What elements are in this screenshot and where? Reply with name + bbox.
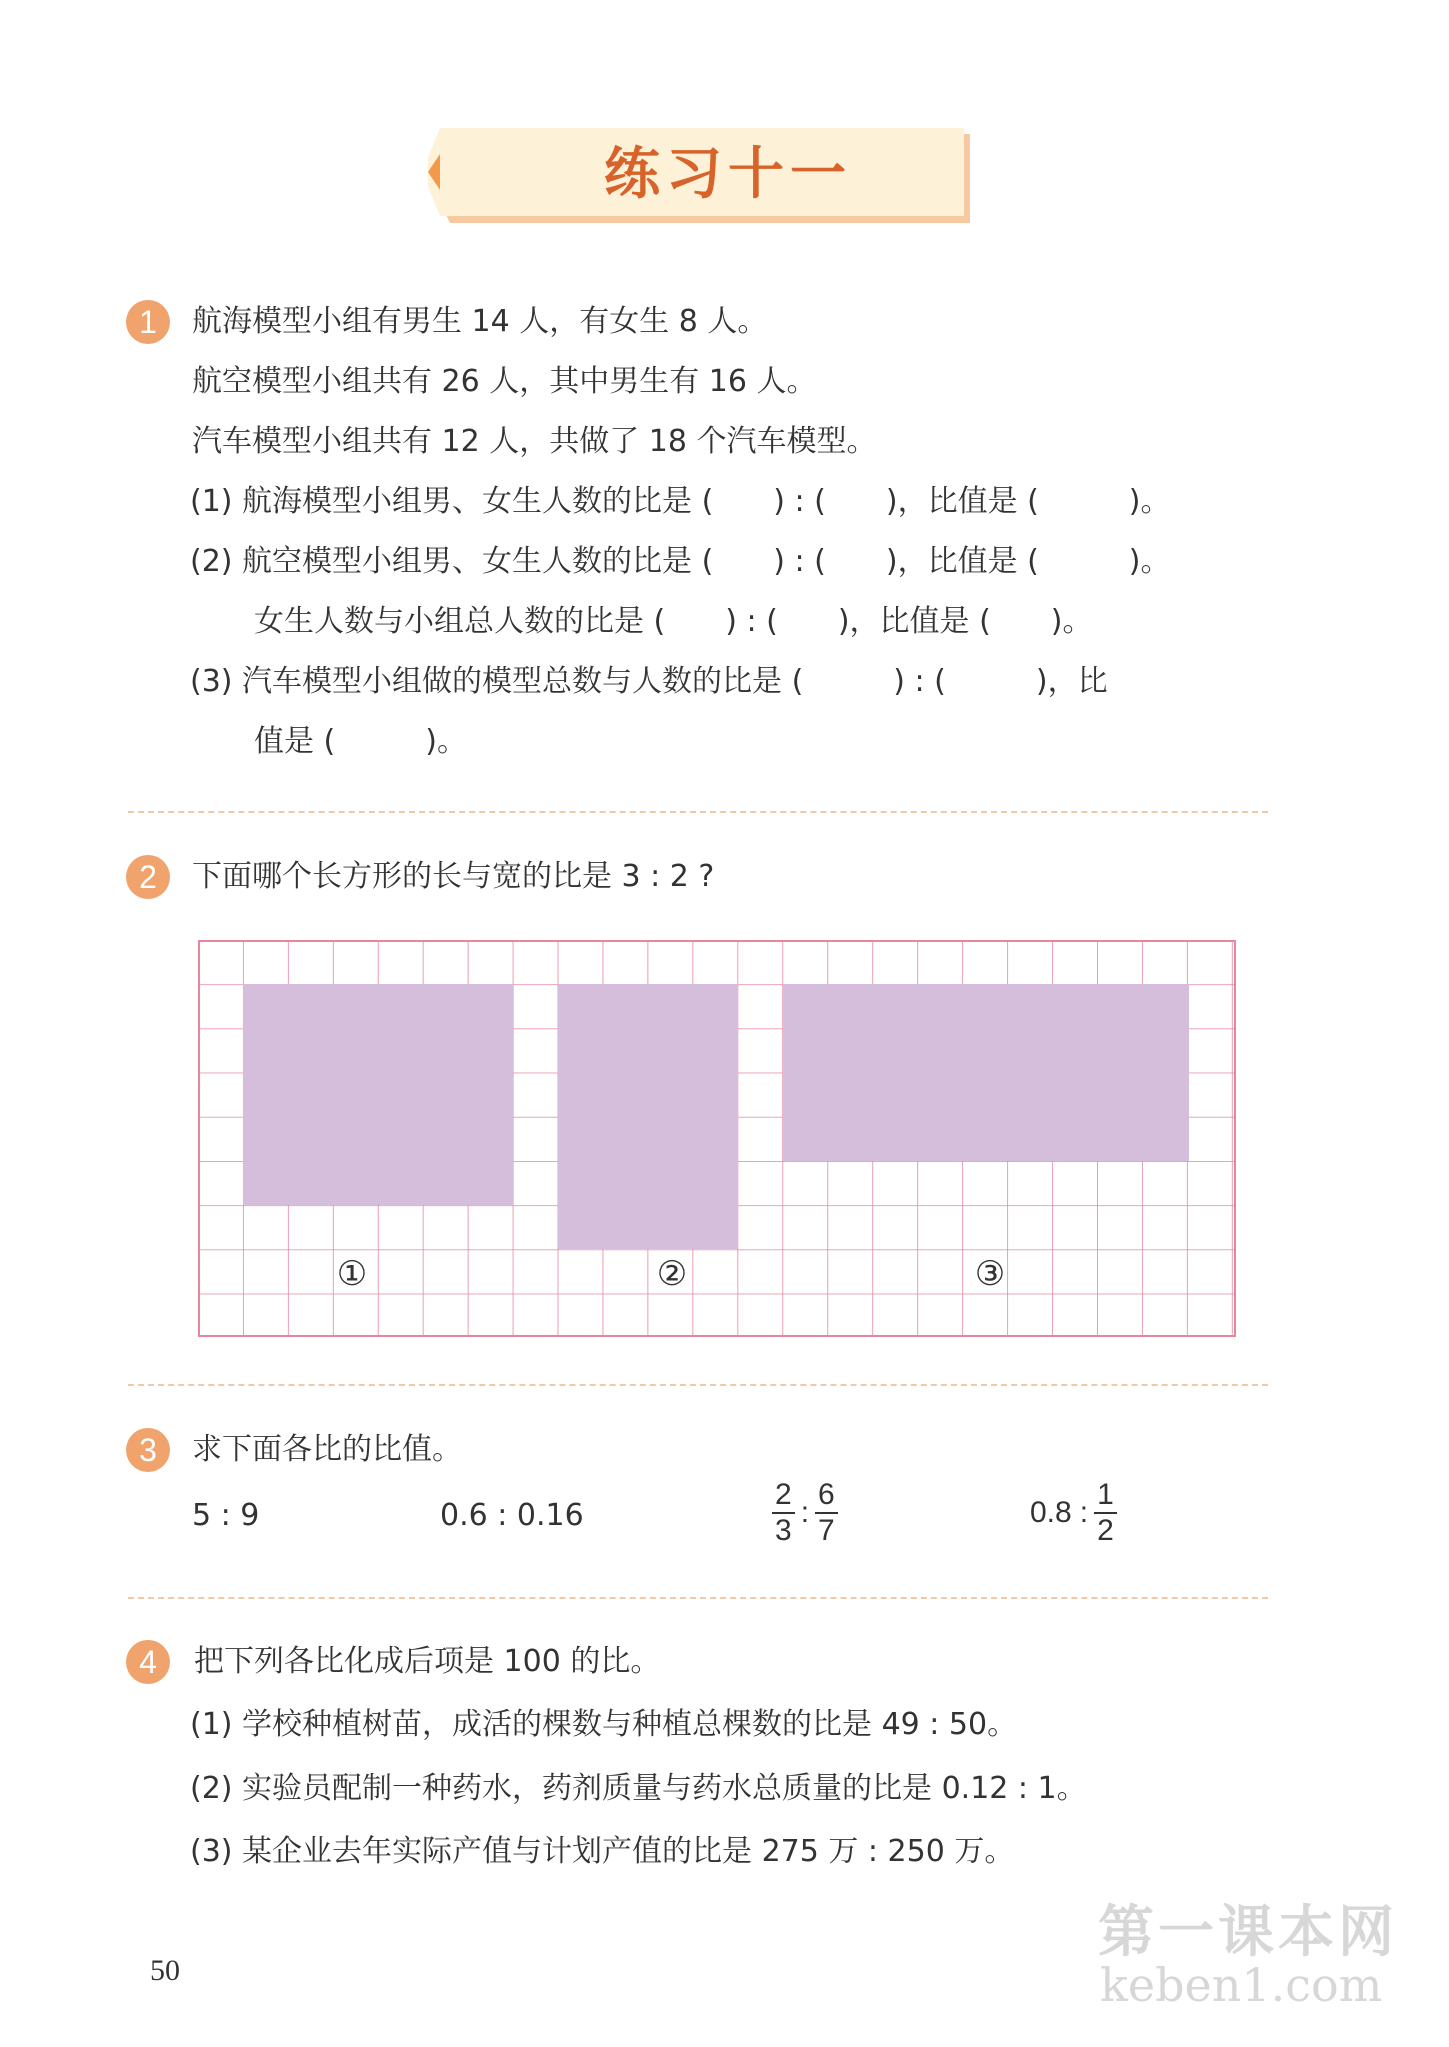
q1-sub-3b: 值是 ( )。	[254, 724, 467, 759]
denominator: 3	[775, 1514, 792, 1547]
title-banner	[428, 128, 970, 223]
ratio-colon: :	[800, 1496, 810, 1529]
q2-text: 下面哪个长方形的长与宽的比是 3 : 2 ?	[192, 859, 715, 894]
divider-1	[128, 811, 1268, 813]
page-number: 50	[150, 1954, 180, 1987]
page-title: 练习十一	[604, 141, 852, 207]
q3-ratio-2: 0.6 : 0.16	[440, 1498, 584, 1533]
q3-text: 求下面各比的比值。	[192, 1432, 462, 1467]
q1-line-1: 航海模型小组有男生 14 人，有女生 8 人。	[192, 304, 768, 339]
q4-text: 把下列各比化成后项是 100 的比。	[194, 1644, 661, 1679]
rectangle-3	[783, 984, 1189, 1161]
ratio-colon: :	[1079, 1496, 1089, 1529]
fraction-two-thirds	[772, 1478, 795, 1548]
watermark-url: keben1.com	[1100, 1958, 1383, 2012]
rectangle-1	[243, 984, 513, 1205]
numerator: 1	[1094, 1478, 1117, 1514]
q1-sub-2: (2) 航空模型小组男、女生人数的比是 ( ) : ( )，比值是 ( )。	[190, 544, 1171, 579]
q1-line-2: 航空模型小组共有 26 人，其中男生有 16 人。	[192, 364, 817, 399]
q4-item-2: (2) 实验员配制一种药水，药剂质量与药水总质量的比是 0.12 : 1。	[190, 1771, 1087, 1806]
watermark-text: 第一课本网	[1098, 1900, 1398, 1965]
q3-ratio-3	[770, 1478, 840, 1548]
q4-item-1: (1) 学校种植树苗，成活的棵数与种植总棵数的比是 49 : 50。	[190, 1707, 1018, 1742]
q1-sub-2b: 女生人数与小组总人数的比是 ( ) : ( )，比值是 ( )。	[254, 604, 1093, 639]
numerator: 2	[772, 1478, 795, 1514]
q4-item-3: (3) 某企业去年实际产值与计划产值的比是 275 万 : 250 万。	[190, 1834, 1015, 1869]
rectangle-grid	[198, 940, 1238, 1342]
q3-badge: 3	[126, 1428, 170, 1472]
rectangle-2-label: ②	[656, 1254, 688, 1294]
denominator: 7	[818, 1514, 835, 1547]
fraction-one-half	[1094, 1478, 1117, 1548]
rectangle-2	[558, 984, 738, 1249]
q4-badge: 4	[126, 1640, 170, 1684]
ratio-lead: 0.8	[1030, 1496, 1072, 1529]
rectangle-3-label: ③	[974, 1254, 1006, 1294]
q3-ratio-4	[1026, 1478, 1119, 1548]
q1-badge: 1	[126, 300, 170, 344]
divider-3	[128, 1597, 1268, 1599]
q3-ratio-1: 5 : 9	[192, 1498, 260, 1533]
denominator: 2	[1097, 1514, 1114, 1547]
numerator: 6	[815, 1478, 838, 1514]
fraction-six-sevenths	[815, 1478, 838, 1548]
divider-2	[128, 1384, 1268, 1386]
rectangle-1-label: ①	[336, 1254, 368, 1294]
q1-sub-3: (3) 汽车模型小组做的模型总数与人数的比是 ( ) : ( )，比	[190, 664, 1108, 699]
q1-line-3: 汽车模型小组共有 12 人，共做了 18 个汽车模型。	[192, 424, 877, 459]
q1-sub-1: (1) 航海模型小组男、女生人数的比是 ( ) : ( )，比值是 ( )。	[190, 484, 1171, 519]
q2-badge: 2	[126, 855, 170, 899]
